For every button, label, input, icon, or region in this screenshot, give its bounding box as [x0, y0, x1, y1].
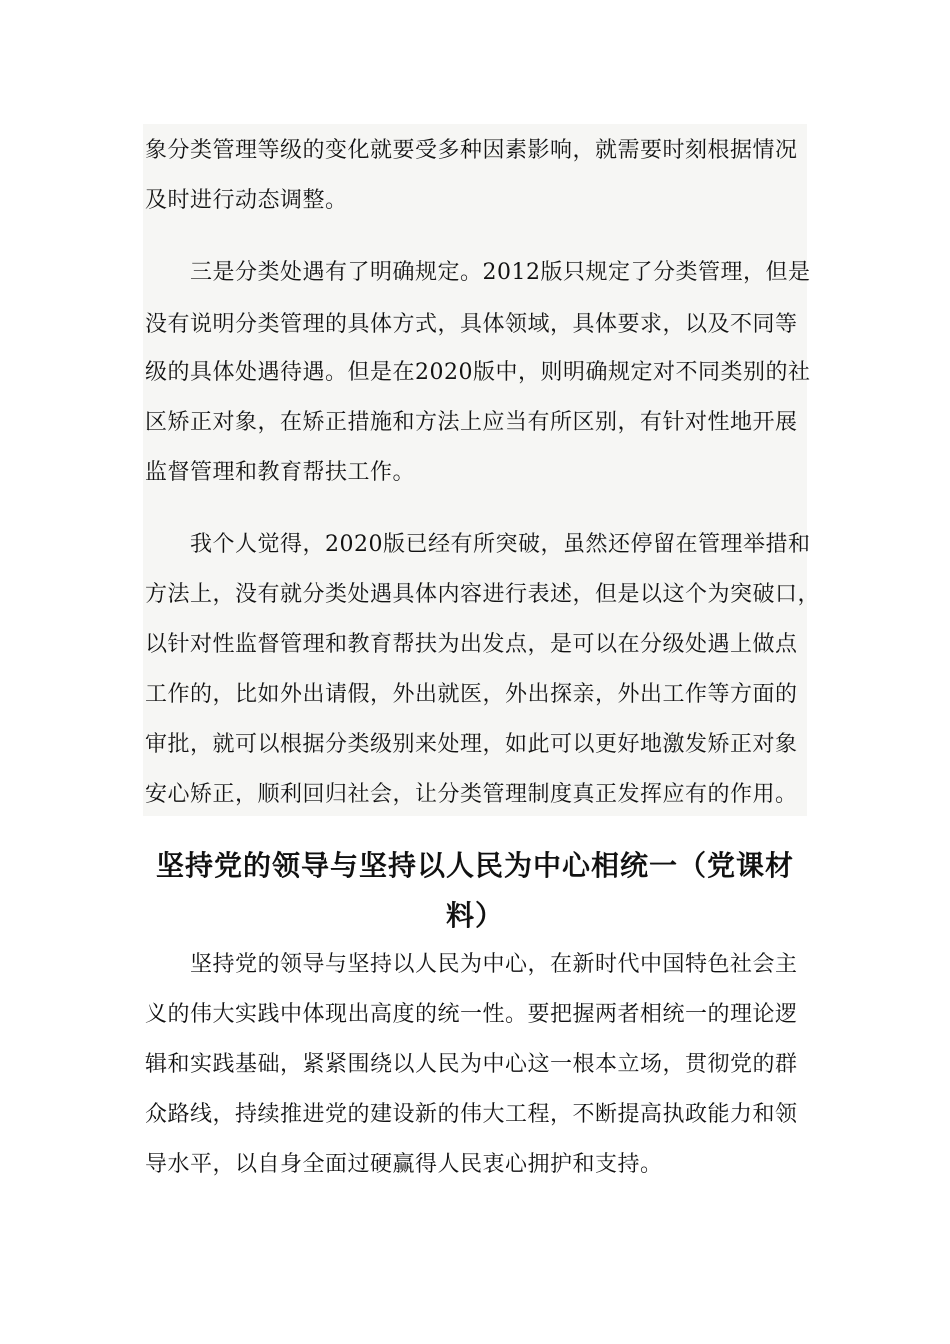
text-line: 坚持党的领导与坚持以人民为中心，在新时代中国特色社会主: [190, 952, 798, 977]
text-line: 监督管理和教育帮扶工作。: [145, 460, 416, 485]
text-line: 众路线，持续推进党的建设新的伟大工程，不断提高执政能力和领: [145, 1102, 798, 1127]
text-line: 区矫正对象，在矫正措施和方法上应当有所区别，有针对性地开展: [145, 410, 798, 435]
text-line: 审批，就可以根据分类级别来处理，如此可以更好地激发矫正对象: [145, 732, 798, 757]
text-line: 及时进行动态调整。: [145, 188, 348, 213]
text-line: 我个人觉得，2020版已经有所突破，虽然还停留在管理举措和: [190, 532, 811, 557]
text-line: 辑和实践基础，紧紧围绕以人民为中心这一根本立场，贯彻党的群: [145, 1052, 798, 1077]
title-line: 坚持党的领导与坚持以人民为中心相统一（党课材: [155, 849, 794, 882]
text-line: 以针对性监督管理和教育帮扶为出发点，是可以在分级处遇上做点: [145, 632, 798, 657]
text-line: 导水平，以自身全面过硬赢得人民衷心拥护和支持。: [145, 1152, 663, 1177]
text-line: 没有说明分类管理的具体方式，具体领域，具体要求，以及不同等: [145, 312, 798, 337]
text-line: 级的具体处遇待遇。但是在2020版中，则明确规定对不同类别的社: [145, 360, 811, 385]
text-line: 义的伟大实践中体现出高度的统一性。要把握两者相统一的理论逻: [145, 1002, 798, 1027]
text-line: 方法上，没有就分类处遇具体内容进行表述，但是以这个为突破口，: [145, 582, 821, 607]
text-line: 安心矫正，顺利回归社会，让分类管理制度真正发挥应有的作用。: [145, 782, 798, 807]
text-line: 三是分类处遇有了明确规定。2012版只规定了分类管理，但是: [190, 260, 811, 285]
title-line: 料）: [445, 899, 504, 932]
text-line: 象分类管理等级的变化就要受多种因素影响，就需要时刻根据情况: [145, 138, 798, 163]
text-line: 工作的，比如外出请假，外出就医，外出探亲，外出工作等方面的: [145, 682, 798, 707]
